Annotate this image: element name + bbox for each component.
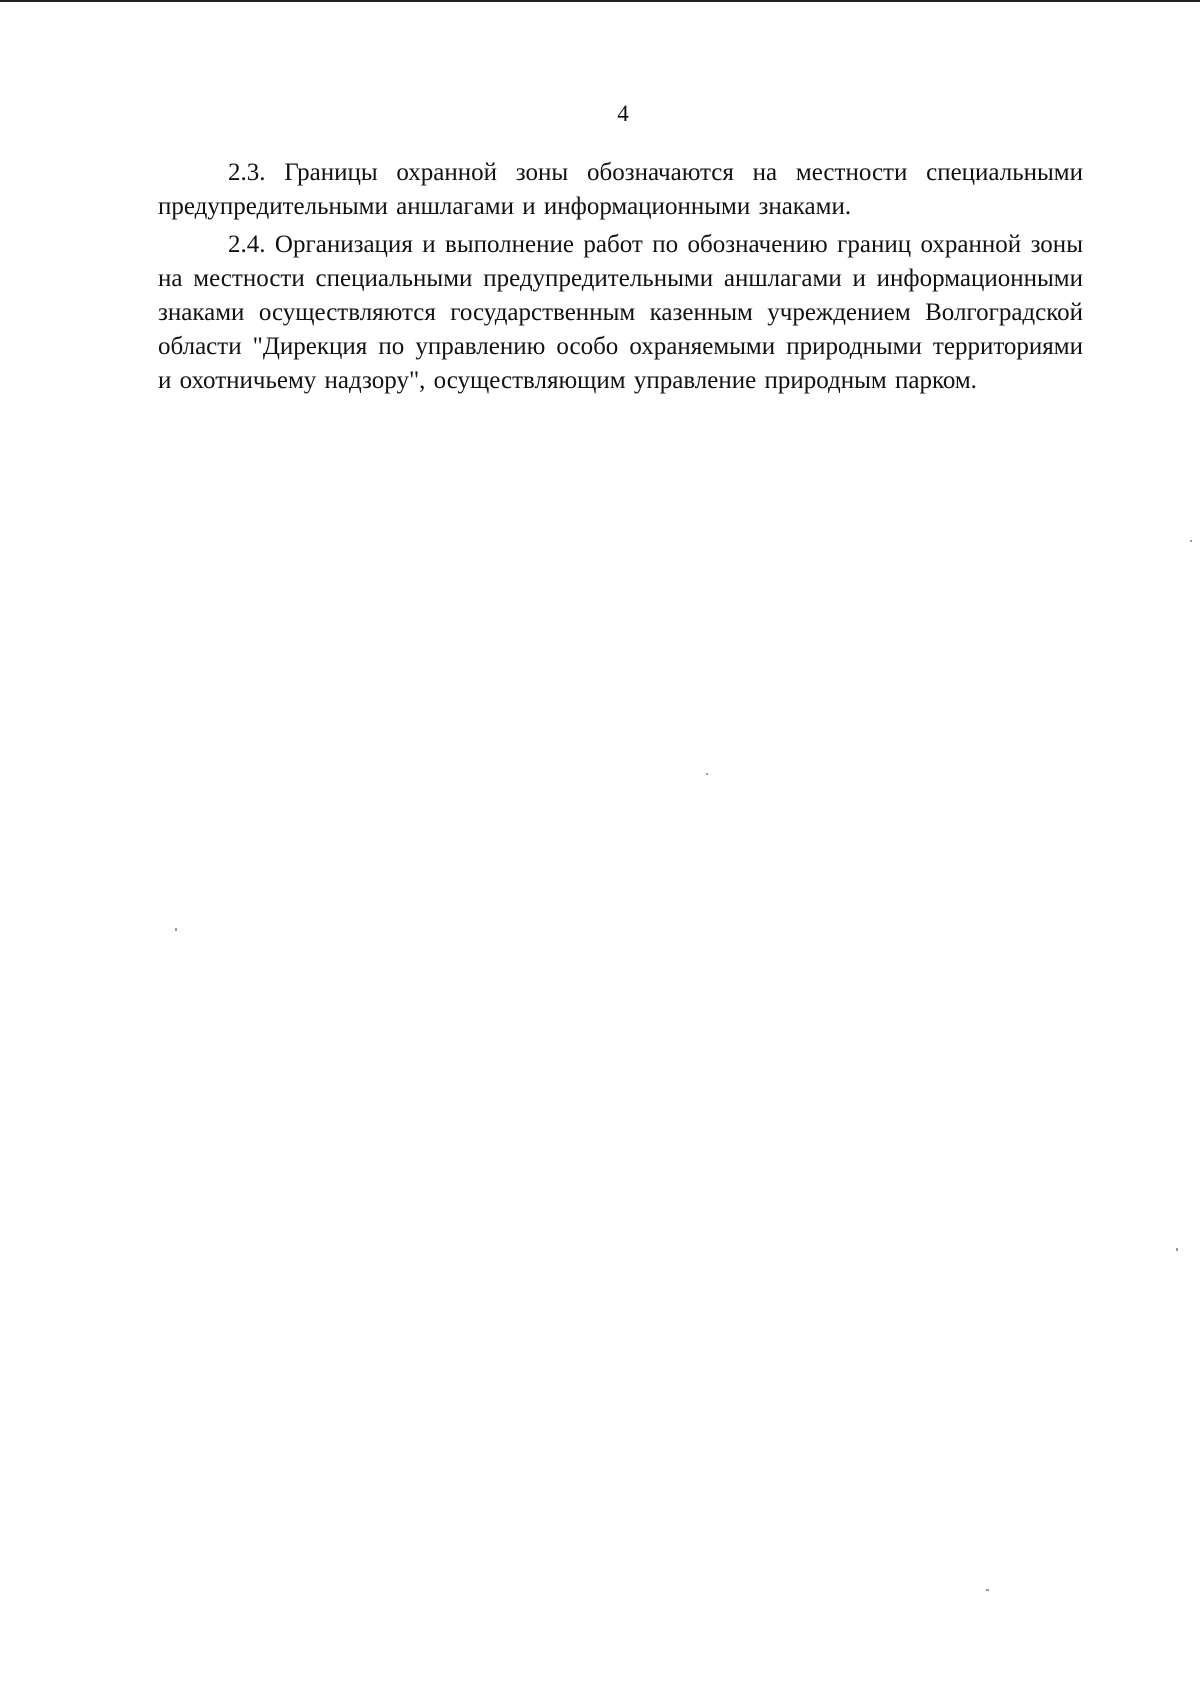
paragraph-2-3: 2.3. Границы охранной зоны обозначаются на местности специальными предупредительными аншлагами и информационными знаками. [158,159,1083,220]
scan-top-edge [0,0,1200,2]
document-body [158,156,1083,402]
scan-speck [986,1589,989,1591]
page-number: 4 [617,101,629,126]
paragraph-2-4: 2.4. Организация и выполнение работ по обозначению границ охранной зоны на местности специальными предупредительными аншлагами и информационными знаками осуществляются государственным казенным учреждением Волгоградской области "Дирекция по управлению особо охраняемыми природными территориями и охотничьему надзору", осуществляющим управление природным парком. [158,231,1083,394]
scan-speck [706,773,708,775]
scan-speck [1176,1248,1178,1251]
scan-speck [1190,540,1192,542]
scan-speck [175,928,177,931]
